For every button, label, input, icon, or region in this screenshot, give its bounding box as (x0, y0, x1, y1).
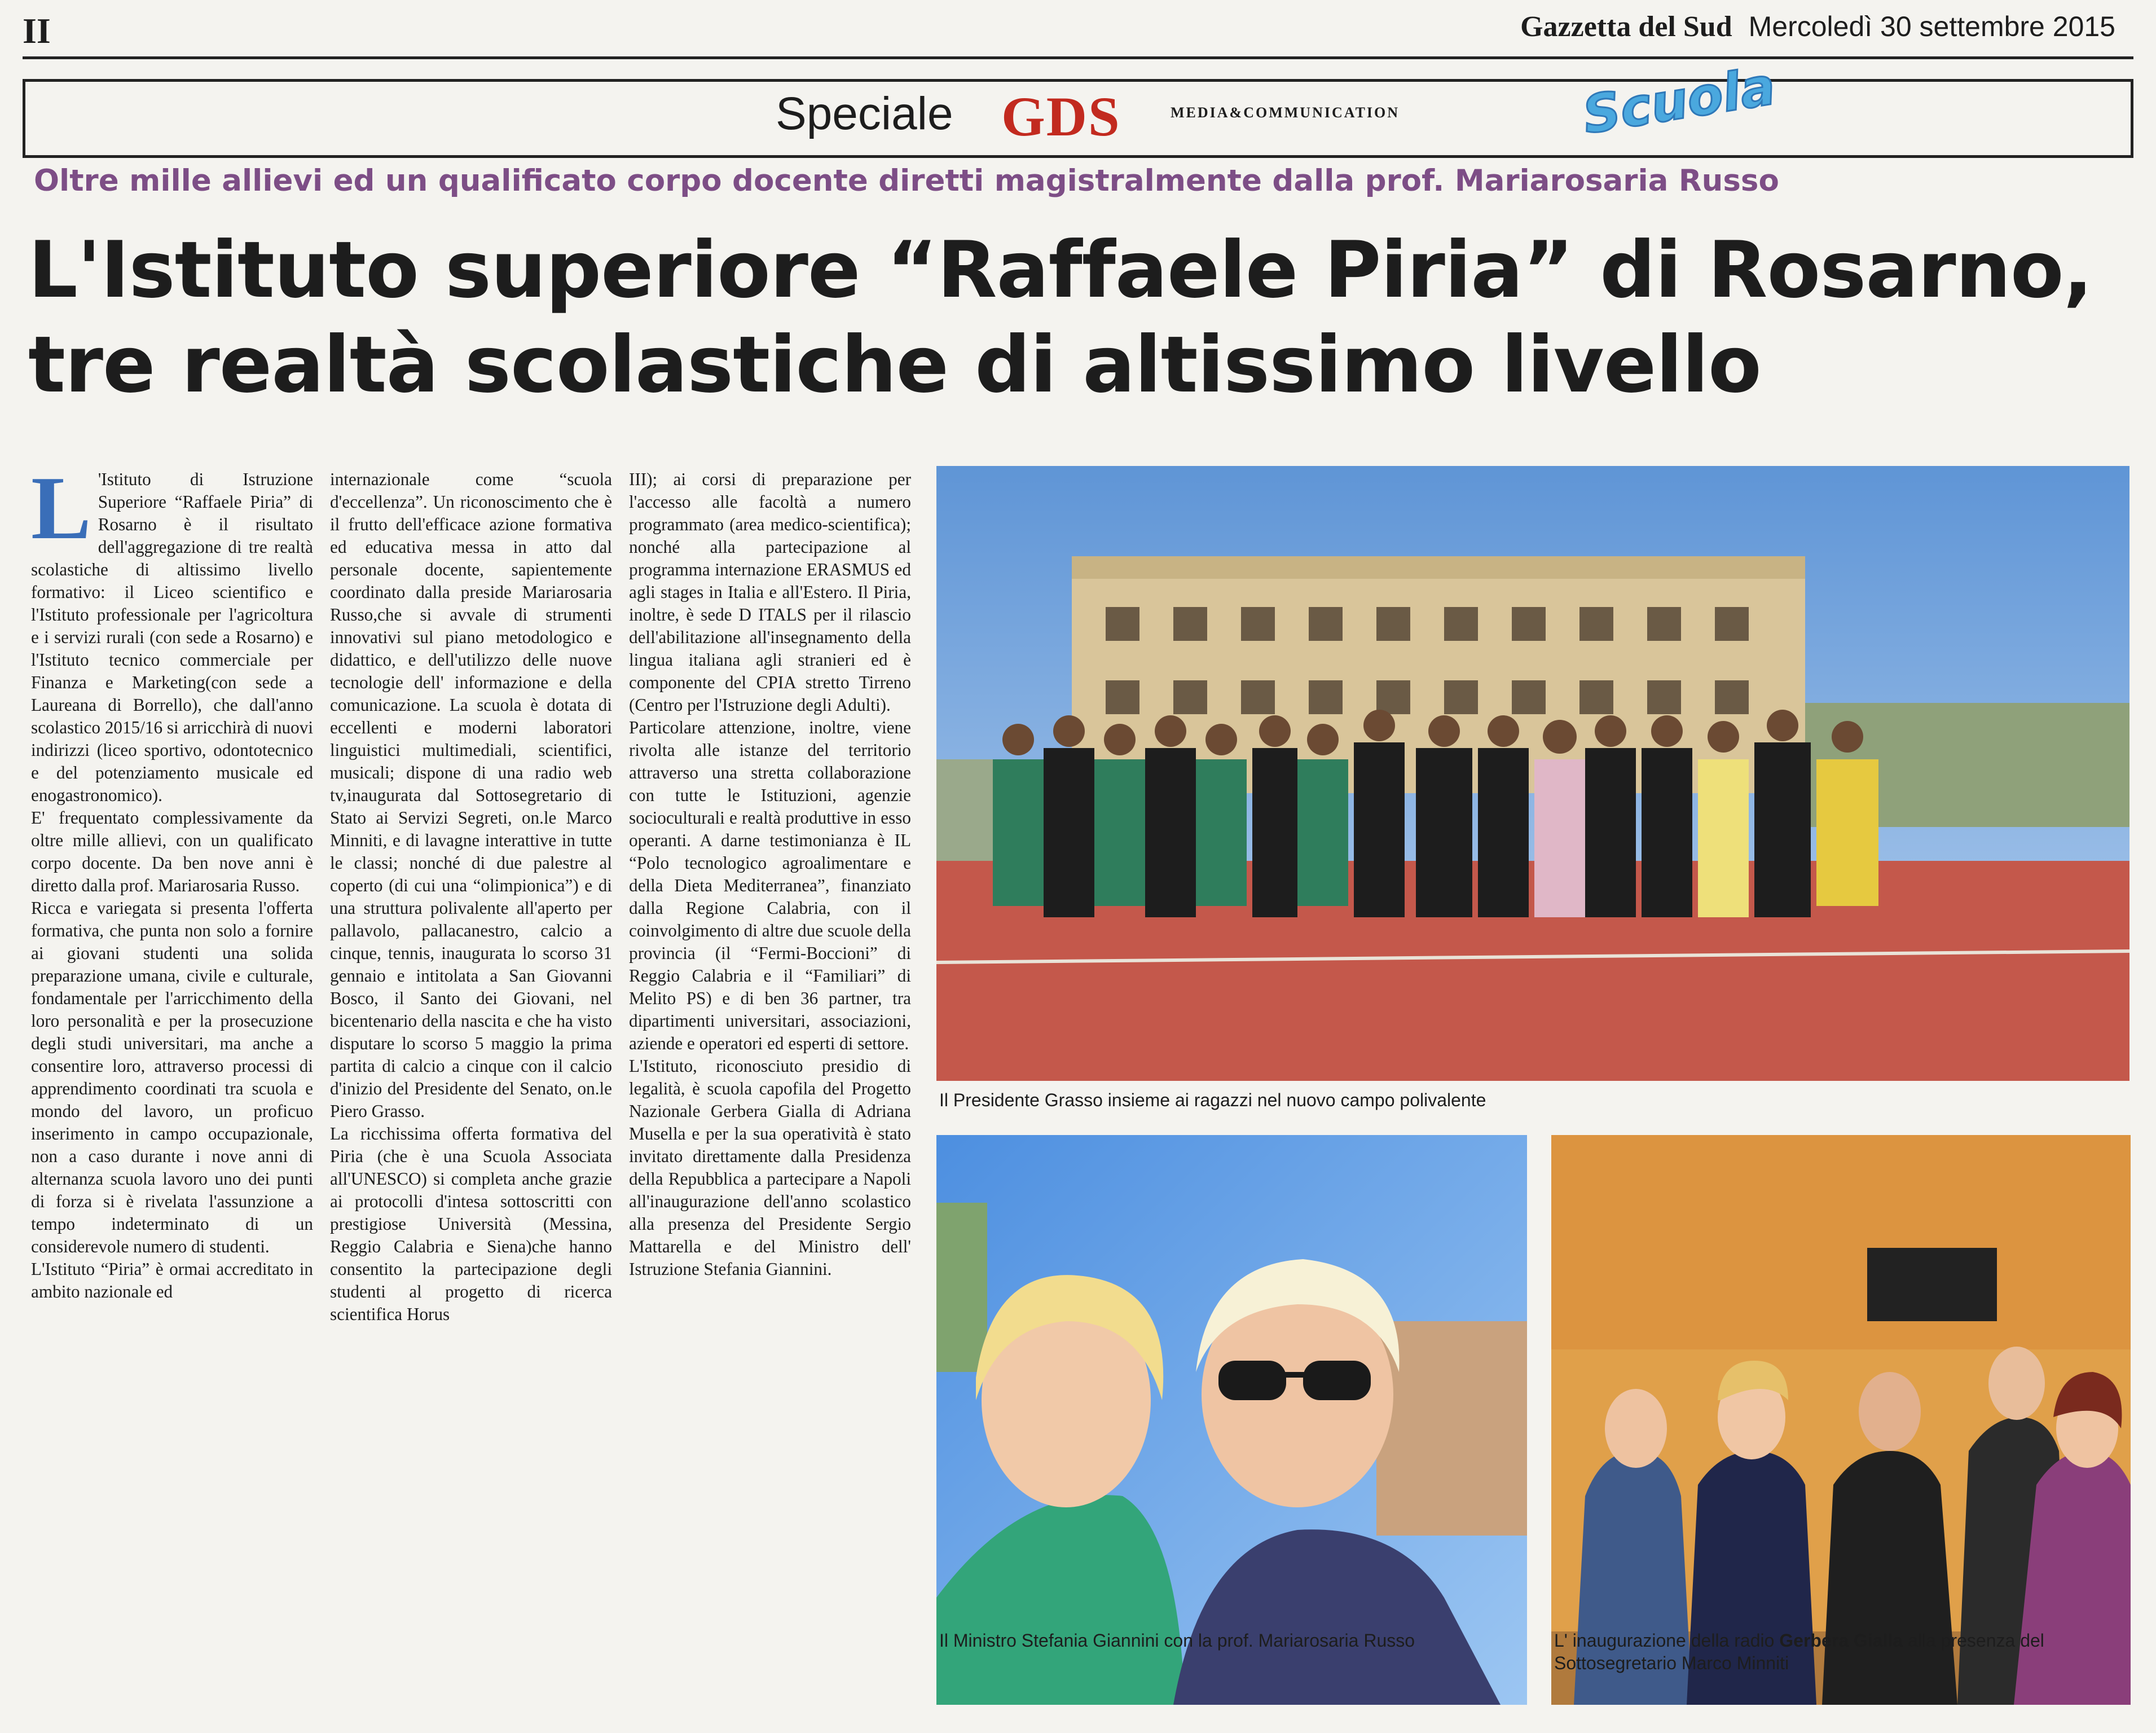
photo-minister-and-principal (936, 1135, 1527, 1705)
photo-radio-inauguration (1551, 1135, 2131, 1705)
caption-bold-text: Gerbera Gialla (1779, 1630, 1903, 1651)
caption-photo-3 (1554, 1629, 2135, 1674)
section-banner (23, 55, 2133, 158)
article-column-3 (629, 468, 911, 1281)
paragraph (31, 458, 313, 807)
headline-line-1: L'Istituto superiore “Raffaele Piria” di Rosarno, (28, 225, 2093, 315)
header-rule (23, 56, 2133, 59)
paragraph-text: 'Istituto di Istruzione Superiore “Raffaele Piria” di Rosarno è il risultato dell'aggregazione di tre realtà scolastiche di altissimo livello formativo: il Liceo scientifico e l'Istituto professionale per l'agricoltura e i servizi rurali (con sede a Rosarno) e l'Istituto tecnico commerciale per Finanza e Marketing(con sede a Laureana di Borrello), che dall'anno scolastico 2015/16 si arricchirà di nuovi indirizzi (liceo sportivo, odontotecnico e del potenziamento musicale ed enogastronomico). (31, 469, 313, 805)
scuola-logo: Scuola (1578, 55, 1780, 146)
article-column-1 (31, 458, 313, 1303)
gds-logo: GDS (1001, 85, 1121, 148)
issue-date: Mercoledì 30 settembre 2015 (1748, 11, 2115, 42)
caption-text: alla presenza del Sottosegretario Marco Minniti (1554, 1630, 2044, 1673)
article-column-2 (330, 468, 612, 1326)
paragraph: III); ai corsi di preparazione per l'accesso alle facoltà a numero programmato (area medico-scientifica); nonché alla partecipazione al programma internazione ERASMUS ed agli stages in Italia e all'Estero. Il Piria, inoltre, è sede D ITALS per il rilascio dell'abilitazione all'insegnamento della lingua italiana agli stranieri ed è componente del CPIA stretto Tirreno (Centro per l'Istruzione degli Adulti). (629, 469, 911, 715)
masthead (1520, 10, 2115, 43)
caption-text: L' inaugurazione della radio (1554, 1630, 1780, 1651)
headline-line-2: tre realtà scolastiche di altissimo livello (28, 319, 1761, 410)
caption-photo-1: Il Presidente Grasso insieme ai ragazzi nel nuovo campo polivalente (939, 1090, 1486, 1110)
media-communication-label: MEDIA&COMMUNICATION (1171, 104, 1400, 121)
paragraph: Particolare attenzione, inoltre, viene rivolta alle istanze del territorio attraverso una stretta collaborazione con tutte le Istituzioni, agenzie socioculturali e realtà produttive in esso operanti. A darne testimonianza è IL “Polo tecnologico agroalimentare e della Dieta Mediterranea”, finanziato dalla Regione Calabria, con il coinvolgimento di altre due scuole della provincia (il “Fermi-Boccioni” di Reggio Calabria e il “Familiari” di Melito PS) e di ben 36 partner, tra dipartimenti universitari, associazioni, aziende e operatori ed esperti di settore. (629, 718, 911, 1053)
caption-photo-2: Il Ministro Stefania Giannini con la prof. Mariarosaria Russo (939, 1630, 1415, 1651)
article-headline (28, 223, 2127, 412)
paragraph: E' frequentato complessivamente da oltre mille allievi, con un qualificato corpo docente. Da ben nove anni è diretto dalla prof. Mariarosaria Russo. (31, 808, 313, 895)
photo-sports-field-group (936, 466, 2129, 1081)
article-kicker: Oltre mille allievi ed un qualificato corpo docente diretti magistralmente dalla prof. Mariarosaria Russo (34, 164, 1779, 198)
paper-name: Gazzetta del Sud (1520, 11, 1732, 43)
paragraph: L'Istituto “Piria” è ormai accreditato in ambito nazionale ed (31, 1259, 313, 1301)
paragraph: L'Istituto, riconosciuto presidio di legalità, è scuola capofila del Progetto Nazionale Gerbera Gialla di Adriana Musella e per la sua operatività è stato invitato direttamente dalla Presidenza della Repubblica a partecipare a Napoli all'inaugurazione dell'anno scolastico alla presenza del Presidente Sergio Mattarella e del Ministro dell' Istruzione Stefania Giannini. (629, 1056, 911, 1279)
page-number: II (23, 11, 51, 51)
speciale-label: Speciale (776, 88, 953, 139)
drop-cap: L (31, 458, 91, 558)
paragraph: internazionale come “scuola d'eccellenza”. Un riconoscimento che è il frutto dell'efficace azione formativa ed educativa messa in atto dal personale docente, sapientemente coordinato dalla preside Mariarosaria Russo,che si avvale di strumenti innovativi sul piano metodologico e didattico, e dell'utilizzo delle nuove tecnologie dell' informazione e della comunicazione. La scuola è dotata di eccellenti e moderni laboratori linguistici multimediali, scientifici, musicali; dispone di una radio web tv,inaugurata dal Sottosegretario di Stato ai Servizi Segreti, on.le Marco Minniti, e di lavagne interattive in tutte le classi; nonché di due palestre al coperto (di cui una “olimpionica”) e di una struttura polivalente all'aperto per pallavolo, pallacanestro, calcio a cinque, tennis, inaugurata lo scorso 31 gennaio e intitolata a San Giovanni Bosco, il Santo dei Giovani, nel bicentenario della nascita e che ha visto disputare lo scorso 5 maggio la prima partita di calcio a cinque con il calcio d'inizio del Presidente del Senato, on.le Piero Grasso. (330, 469, 612, 1121)
paragraph: Ricca e variegata si presenta l'offerta formativa, che punta non solo a fornire ai giovani studenti una solida preparazione umana, civile e culturale, fondamentale per l'arricchimento della loro personalità e per la prosecuzione degli studi universitari, ma anche a consentire loro, attraverso processi di apprendimento coordinati tra scuola e mondo del lavoro, un proficuo inserimento in campo occupazionale, non a caso durante i nove anni di alternanza scuola lavoro uno dei punti di forza si è rivelata l'assunzione a tempo indeterminato di un considerevole numero di studenti. (31, 898, 313, 1256)
paragraph: La ricchissima offerta formativa del Piria (che è una Scuola Associata all'UNESCO) si completa anche grazie ai protocolli d'intesa sottoscritti con prestigiose Università (Messina, Reggio Calabria e Siena)che hanno consentito la partecipazione degli studenti al progetto di ricerca scientifica Horus (330, 1124, 612, 1324)
